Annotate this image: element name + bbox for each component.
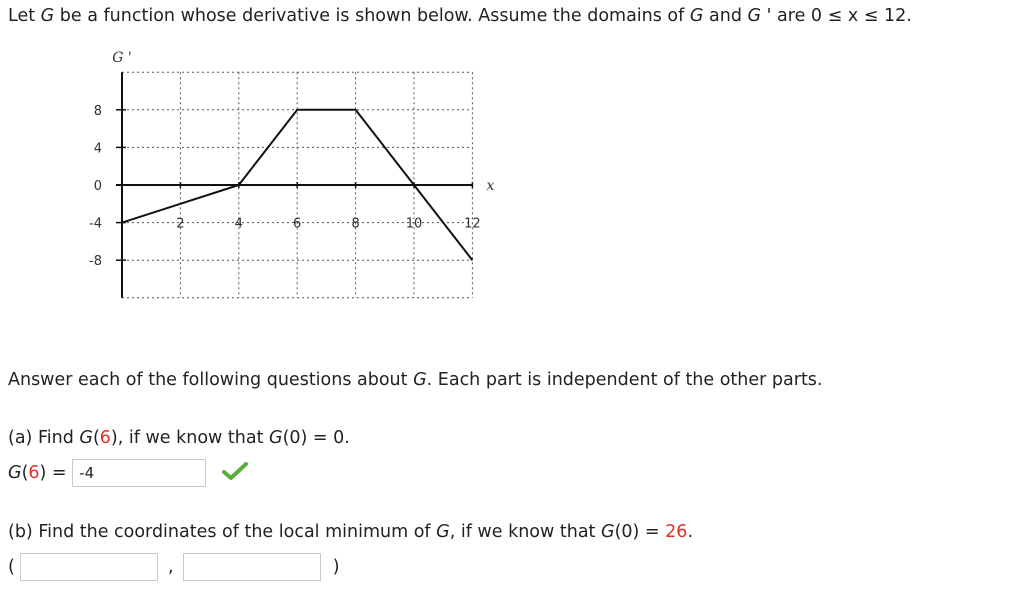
intro-and: and xyxy=(709,6,742,26)
part-a-answer-arg: 6 xyxy=(28,463,40,483)
part-b-mid: , if we know that xyxy=(449,522,596,542)
close-paren: ) xyxy=(332,557,340,577)
part-b-eq: (0) = xyxy=(614,522,660,542)
part-a-answer-row: G(6) = -4 xyxy=(8,459,248,487)
part-a-question: (a) Find G(6), if we know that G(0) = 0. xyxy=(8,428,350,448)
comma: , xyxy=(167,557,174,577)
x-tick-label: 4 xyxy=(234,216,243,232)
instructions-g: G xyxy=(413,370,427,390)
x-tick-label: 6 xyxy=(293,216,302,232)
check-icon xyxy=(222,461,248,486)
part-b-prefix: (b) Find the coordinates of the local minimum of xyxy=(8,522,431,542)
part-a-mid: , if we know that xyxy=(117,428,264,448)
intro-text: Let xyxy=(8,6,36,26)
part-b-answer-row xyxy=(8,553,340,581)
intro-text-2: be a function whose derivative is shown below. Assume the domains of xyxy=(59,6,685,26)
part-a-suffix: (0) = 0. xyxy=(282,428,350,448)
problem-statement xyxy=(8,6,912,26)
instructions-text: Answer each of the following questions about xyxy=(8,370,408,390)
part-a-prefix: (a) Find xyxy=(8,428,74,448)
graph-labels xyxy=(89,50,494,269)
part-a-g: G xyxy=(79,428,93,448)
part-a-answer-input[interactable]: -4 xyxy=(72,459,206,487)
intro-domain: are 0 ≤ x ≤ 12. xyxy=(777,6,912,26)
local-min-y-input[interactable] xyxy=(183,553,321,581)
derivative-graph xyxy=(80,44,500,304)
part-b-question: (b) Find the coordinates of the local minimum of G, if we know that G(0) = 26. xyxy=(8,522,694,542)
graph-title: G ' xyxy=(112,50,132,66)
instructions-suffix: . Each part is independent of the other parts. xyxy=(426,370,823,390)
intro-gprime: G ' xyxy=(747,6,772,26)
x-tick-label: 8 xyxy=(351,216,360,232)
x-axis-label: x xyxy=(486,178,495,194)
part-b-given: 26 xyxy=(665,522,688,542)
open-paren: ( xyxy=(8,557,15,577)
local-min-x-input[interactable] xyxy=(20,553,158,581)
part-a-g0: G xyxy=(269,428,283,448)
y-tick-label: 0 xyxy=(93,179,102,194)
x-tick-label: 2 xyxy=(176,216,185,232)
intro-g: G xyxy=(40,6,55,26)
y-tick-label: -8 xyxy=(89,254,102,270)
y-tick-label: -4 xyxy=(89,216,102,232)
instructions xyxy=(8,370,822,390)
part-a-answer-eq: ) = xyxy=(39,463,67,483)
graph-axes xyxy=(116,72,472,298)
part-b-g0: G xyxy=(601,522,615,542)
x-tick-label: 10 xyxy=(405,216,423,232)
x-tick-label: 12 xyxy=(464,216,481,232)
part-a-answer-g: G xyxy=(8,463,22,483)
y-tick-label: 4 xyxy=(93,141,102,157)
intro-g-2: G xyxy=(689,6,704,26)
y-tick-label: 8 xyxy=(93,103,102,119)
part-b-g: G xyxy=(436,522,450,542)
part-a-arg: 6 xyxy=(99,428,111,448)
